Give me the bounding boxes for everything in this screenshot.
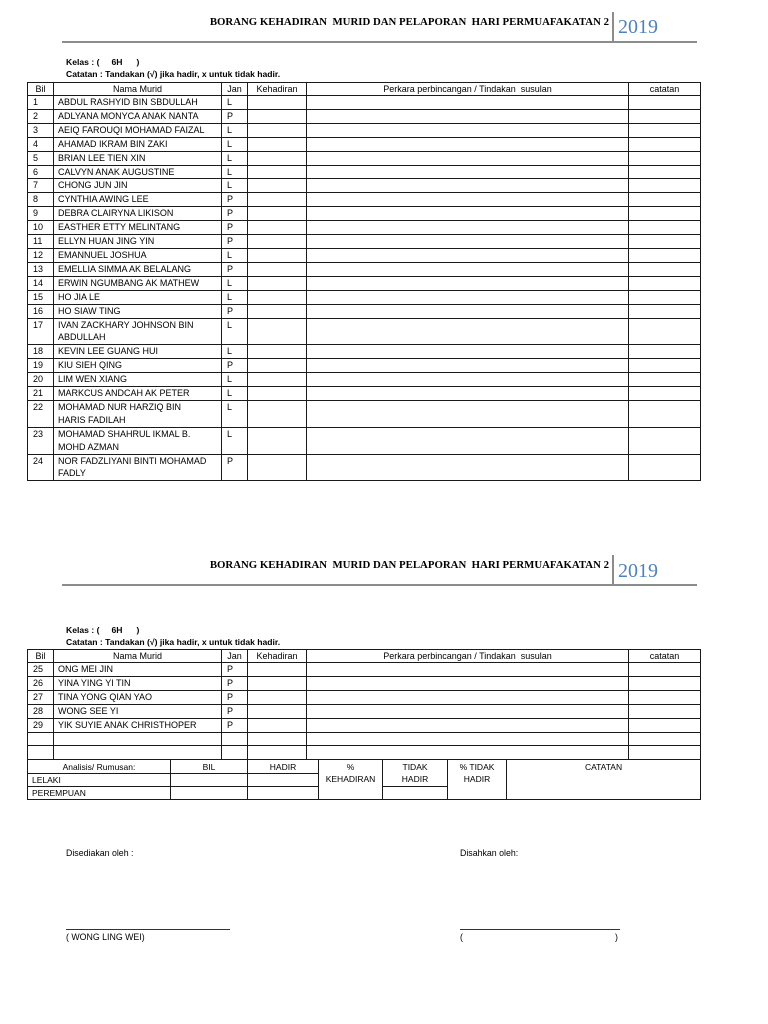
- kehadiran-cell: [248, 718, 307, 732]
- class-value: 6H: [111, 625, 123, 635]
- analysis-header-row: [28, 760, 701, 774]
- jan-mark: L: [222, 427, 248, 454]
- jan-mark: P: [222, 109, 248, 123]
- student-name: ADLYANA MONYCA ANAK NANTA: [54, 109, 222, 123]
- analysis-section: [28, 760, 701, 800]
- student-name: ELLYN HUAN JING YIN: [54, 235, 222, 249]
- catatan-cell: [629, 676, 701, 690]
- jan-mark: L: [222, 400, 248, 427]
- col-bil: Bil: [28, 83, 54, 96]
- row-number: 9: [28, 207, 54, 221]
- perkara-cell: [307, 718, 629, 732]
- row-number: 20: [28, 373, 54, 387]
- row-number: 15: [28, 290, 54, 304]
- perkara-cell: [307, 690, 629, 704]
- row-number: 8: [28, 193, 54, 207]
- approved-signature-line: [460, 929, 620, 930]
- blank-cell: [54, 732, 222, 746]
- jan-mark: P: [222, 193, 248, 207]
- header-row: [28, 650, 701, 663]
- student-name: BRIAN LEE TIEN XIN: [54, 151, 222, 165]
- jan-mark: P: [222, 454, 248, 481]
- jan-mark: L: [222, 151, 248, 165]
- blank-cell: [248, 732, 307, 746]
- blank-cell: [54, 746, 222, 760]
- class-close: ): [136, 625, 140, 635]
- blank-row: [28, 746, 701, 760]
- blank-cell: [248, 774, 319, 787]
- student-row: [28, 663, 701, 677]
- approved-by-label: Disahkan oleh:: [460, 848, 519, 858]
- student-name: AHAMAD IKRAM BIN ZAKI: [54, 137, 222, 151]
- row-number: 22: [28, 400, 54, 427]
- row-number: 11: [28, 235, 54, 249]
- col-kehadiran: Kehadiran: [248, 650, 307, 663]
- analysis-label: Analisis/ Rumusan:: [28, 760, 171, 774]
- col-nama-murid: Nama Murid: [54, 83, 222, 96]
- student-name: MOHAMAD SHAHRUL IKMAL B. MOHD AZMAN: [54, 427, 222, 454]
- col-catatan: catatan: [629, 83, 701, 96]
- student-name: NOR FADZLIYANI BINTI MOHAMAD FADLY: [54, 454, 222, 481]
- student-name: IVAN ZACKHARY JOHNSON BIN ABDULLAH: [54, 318, 222, 345]
- catatan-cell: [629, 690, 701, 704]
- blank-cell: [28, 732, 54, 746]
- blank-cell: [629, 746, 701, 760]
- jan-mark: P: [222, 718, 248, 732]
- jan-mark: L: [222, 373, 248, 387]
- student-name: EMELLIA SIMMA AK BELALANG: [54, 262, 222, 276]
- row-number: 6: [28, 165, 54, 179]
- blank-cell: [383, 787, 448, 800]
- student-name: MOHAMAD NUR HARZIQ BIN HARIS FADILAH: [54, 400, 222, 427]
- jan-mark: L: [222, 96, 248, 110]
- catatan-cell: [629, 704, 701, 718]
- jan-mark: L: [222, 248, 248, 262]
- analysis-row-label: LELAKI: [28, 774, 171, 787]
- jan-mark: L: [222, 179, 248, 193]
- jan-mark: P: [222, 359, 248, 373]
- row-number: 29: [28, 718, 54, 732]
- blank-cell: [171, 774, 248, 787]
- row-number: 28: [28, 704, 54, 718]
- col-perkara: Perkara perbincangan / Tindakan susulan: [307, 650, 629, 663]
- jan-mark: P: [222, 304, 248, 318]
- kehadiran-cell: [248, 663, 307, 677]
- analysis-row-label: PEREMPUAN: [28, 787, 171, 800]
- student-name: YINA YING YI TIN: [54, 676, 222, 690]
- col-jan: Jan: [222, 650, 248, 663]
- student-name: CALVYN ANAK AUGUSTINE: [54, 165, 222, 179]
- jan-mark: P: [222, 663, 248, 677]
- jan-mark: L: [222, 123, 248, 137]
- row-number: 18: [28, 345, 54, 359]
- jan-mark: P: [222, 690, 248, 704]
- student-name: HO SIAW TING: [54, 304, 222, 318]
- row-number: 17: [28, 318, 54, 345]
- class-label: Kelas : (: [66, 57, 100, 67]
- student-name: EMANNUEL JOSHUA: [54, 248, 222, 262]
- catatan-cell: [629, 663, 701, 677]
- class-label: Kelas : (: [66, 625, 100, 635]
- blank-cell: [307, 732, 629, 746]
- jan-mark: L: [222, 290, 248, 304]
- approved-name-close: ): [615, 932, 618, 942]
- row-number: 3: [28, 123, 54, 137]
- col-bil: Bil: [28, 650, 54, 663]
- jan-mark: L: [222, 165, 248, 179]
- col-nama-murid: Nama Murid: [54, 650, 222, 663]
- row-number: 1: [28, 96, 54, 110]
- class-close: ): [136, 57, 140, 67]
- blank-row: [28, 732, 701, 746]
- student-row: [28, 704, 701, 718]
- prepared-by-name: ( WONG LING WEI): [66, 932, 145, 942]
- kehadiran-cell: [248, 690, 307, 704]
- col-jan: Jan: [222, 83, 248, 96]
- analysis-col-bil: BIL: [171, 760, 248, 774]
- analysis-col-pct-tidak-hadir: % TIDAK HADIR: [448, 760, 507, 800]
- jan-mark: P: [222, 235, 248, 249]
- instruction-note: Catatan : Tandakan (√) jika hadir, x untuk tidak hadir.: [66, 69, 281, 79]
- analysis-col-catatan: CATATAN: [507, 760, 701, 800]
- form-title: BORANG KEHADIRAN MURID DAN PELAPORAN HARI PERMUAFAKATAN 2: [209, 559, 609, 571]
- class-line: [66, 625, 139, 636]
- student-name: MARKCUS ANDCAH AK PETER: [54, 387, 222, 401]
- jan-mark: L: [222, 137, 248, 151]
- row-number: 4: [28, 137, 54, 151]
- jan-mark: P: [222, 221, 248, 235]
- row-number: 16: [28, 304, 54, 318]
- perkara-cell: [307, 676, 629, 690]
- catatan-cell: [629, 718, 701, 732]
- student-name: KEVIN LEE GUANG HUI: [54, 345, 222, 359]
- blank-cell: [307, 746, 629, 760]
- row-number: 2: [28, 109, 54, 123]
- kehadiran-cell: [248, 704, 307, 718]
- prepared-signature-line: [66, 929, 230, 930]
- form-title: BORANG KEHADIRAN MURID DAN PELAPORAN HARI PERMUAFAKATAN 2: [209, 16, 609, 28]
- table-body: [28, 663, 701, 733]
- student-name: EASTHER ETTY MELINTANG: [54, 221, 222, 235]
- analysis-col-tidak-hadir: TIDAK HADIR: [383, 760, 448, 787]
- prepared-by-label: Disediakan oleh :: [66, 848, 134, 858]
- student-name: AEIQ FAROUQI MOHAMAD FAIZAL: [54, 123, 222, 137]
- kehadiran-cell: [248, 676, 307, 690]
- student-name: ERWIN NGUMBANG AK MATHEW: [54, 276, 222, 290]
- student-name: ONG MEI JIN: [54, 663, 222, 677]
- blank-cell: [222, 732, 248, 746]
- blank-cell: [222, 746, 248, 760]
- instruction-note: Catatan : Tandakan (√) jika hadir, x untuk tidak hadir.: [66, 637, 281, 647]
- blank-rows: [28, 732, 701, 760]
- row-number: 10: [28, 221, 54, 235]
- jan-mark: P: [222, 704, 248, 718]
- blank-cell: [629, 732, 701, 746]
- col-kehadiran: Kehadiran: [248, 83, 307, 96]
- jan-mark: L: [222, 276, 248, 290]
- analysis-col-pct-hadir: % KEHADIRAN: [319, 760, 383, 800]
- blank-cell: [171, 787, 248, 800]
- jan-mark: P: [222, 207, 248, 221]
- row-number: 23: [28, 427, 54, 454]
- row-number: 14: [28, 276, 54, 290]
- approved-name-open: (: [460, 932, 463, 942]
- row-number: 27: [28, 690, 54, 704]
- jan-mark: P: [222, 676, 248, 690]
- jan-mark: P: [222, 262, 248, 276]
- student-name: KIU SIEH QING: [54, 359, 222, 373]
- student-name: WONG SEE YI: [54, 704, 222, 718]
- header-rule: [62, 584, 697, 586]
- form-year: 2019: [618, 16, 658, 38]
- col-catatan: catatan: [629, 650, 701, 663]
- jan-mark: L: [222, 345, 248, 359]
- row-number: 5: [28, 151, 54, 165]
- title-divider: [612, 555, 614, 585]
- student-name: HO JIA LE: [54, 290, 222, 304]
- student-name: ABDUL RASHYID BIN SBDULLAH: [54, 96, 222, 110]
- blank-cell: [28, 746, 54, 760]
- row-number: 12: [28, 248, 54, 262]
- jan-mark: L: [222, 387, 248, 401]
- student-name: TINA YONG QIAN YAO: [54, 690, 222, 704]
- row-number: 24: [28, 454, 54, 481]
- analysis-col-hadir: HADIR: [248, 760, 319, 774]
- row-number: 21: [28, 387, 54, 401]
- student-name: YIK SUYIE ANAK CHRISTHOPER: [54, 718, 222, 732]
- student-row: [28, 690, 701, 704]
- row-number: 7: [28, 179, 54, 193]
- student-name: DEBRA CLAIRYNA LIKISON: [54, 207, 222, 221]
- perkara-cell: [307, 663, 629, 677]
- col-perkara: Perkara perbincangan / Tindakan susulan: [307, 83, 629, 96]
- class-value: 6H: [111, 57, 123, 67]
- student-row: [28, 718, 701, 732]
- row-number: 13: [28, 262, 54, 276]
- row-number: 25: [28, 663, 54, 677]
- perkara-cell: [307, 704, 629, 718]
- student-row: [28, 676, 701, 690]
- student-name: CHONG JUN JIN: [54, 179, 222, 193]
- table-head: [28, 650, 701, 663]
- blank-cell: [248, 746, 307, 760]
- blank-cell: [248, 787, 319, 800]
- row-number: 19: [28, 359, 54, 373]
- student-name: LIM WEN XIANG: [54, 373, 222, 387]
- form-year: 2019: [618, 560, 658, 582]
- jan-mark: L: [222, 318, 248, 345]
- student-name: CYNTHIA AWING LEE: [54, 193, 222, 207]
- row-number: 26: [28, 676, 54, 690]
- attendance-table: [27, 649, 701, 800]
